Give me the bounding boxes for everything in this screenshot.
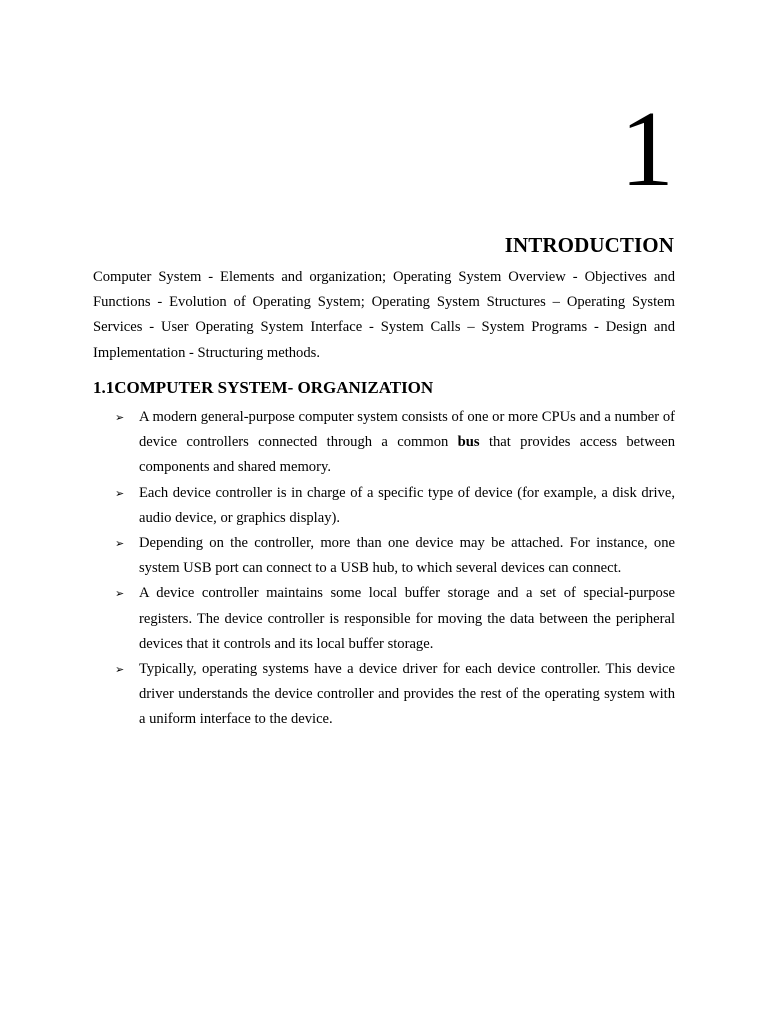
arrow-bullet-icon: ➢: [115, 486, 125, 500]
bullet-text: A device controller maintains some local buffer storage and a set of special-purpose registers. The device controller is responsible for moving the data between the peripheral devices that it controls and its local buffer storage.: [139, 585, 675, 652]
bullet-list: [93, 405, 675, 733]
bullet-item: [93, 405, 675, 481]
bullet-bold-term: bus: [457, 434, 480, 451]
arrow-bullet-icon: ➢: [115, 663, 125, 677]
bullet-text-part: A modern general-purpose computer system consists of one or more CPUs and a number of device controllers connected through a common: [139, 409, 675, 451]
arrow-bullet-icon: ➢: [115, 537, 125, 551]
chapter-title: INTRODUCTION: [504, 233, 674, 257]
chapter-intro-paragraph: Computer System - Elements and organization; Operating System Overview - Objectives and Functions - Evolution of Operating System; Operating System Structures – Operating System Services - User Operating System Interface - System Calls – System Programs - Design and Implementation - Structuring methods.: [93, 269, 675, 361]
arrow-bullet-icon: ➢: [115, 411, 125, 424]
bullet-text: Depending on the controller, more than one device may be attached. For instance, one system USB port can connect to a USB hub, to which several devices can connect.: [139, 535, 675, 577]
section-heading: 1.1COMPUTER SYSTEM- ORGANIZATION: [93, 378, 434, 397]
chapter-number: 1: [620, 90, 674, 209]
bullet-text: Each device controller is in charge of a specific type of device (for example, a disk drive, audio device, or graphics display).: [139, 484, 675, 526]
arrow-bullet-icon: ➢: [115, 587, 125, 601]
bullet-item: [93, 481, 675, 531]
bullet-item: [93, 531, 675, 581]
bullet-text: [139, 409, 675, 475]
bullet-item: [93, 657, 675, 733]
bullet-text: Typically, operating systems have a device driver for each device controller. This device driver understands the device controller and provides the rest of the operating system with a uniform interface to the device.: [139, 661, 675, 728]
bullet-item: [93, 581, 675, 657]
bullet-text-part: that provides access between components and shared memory.: [139, 434, 676, 476]
